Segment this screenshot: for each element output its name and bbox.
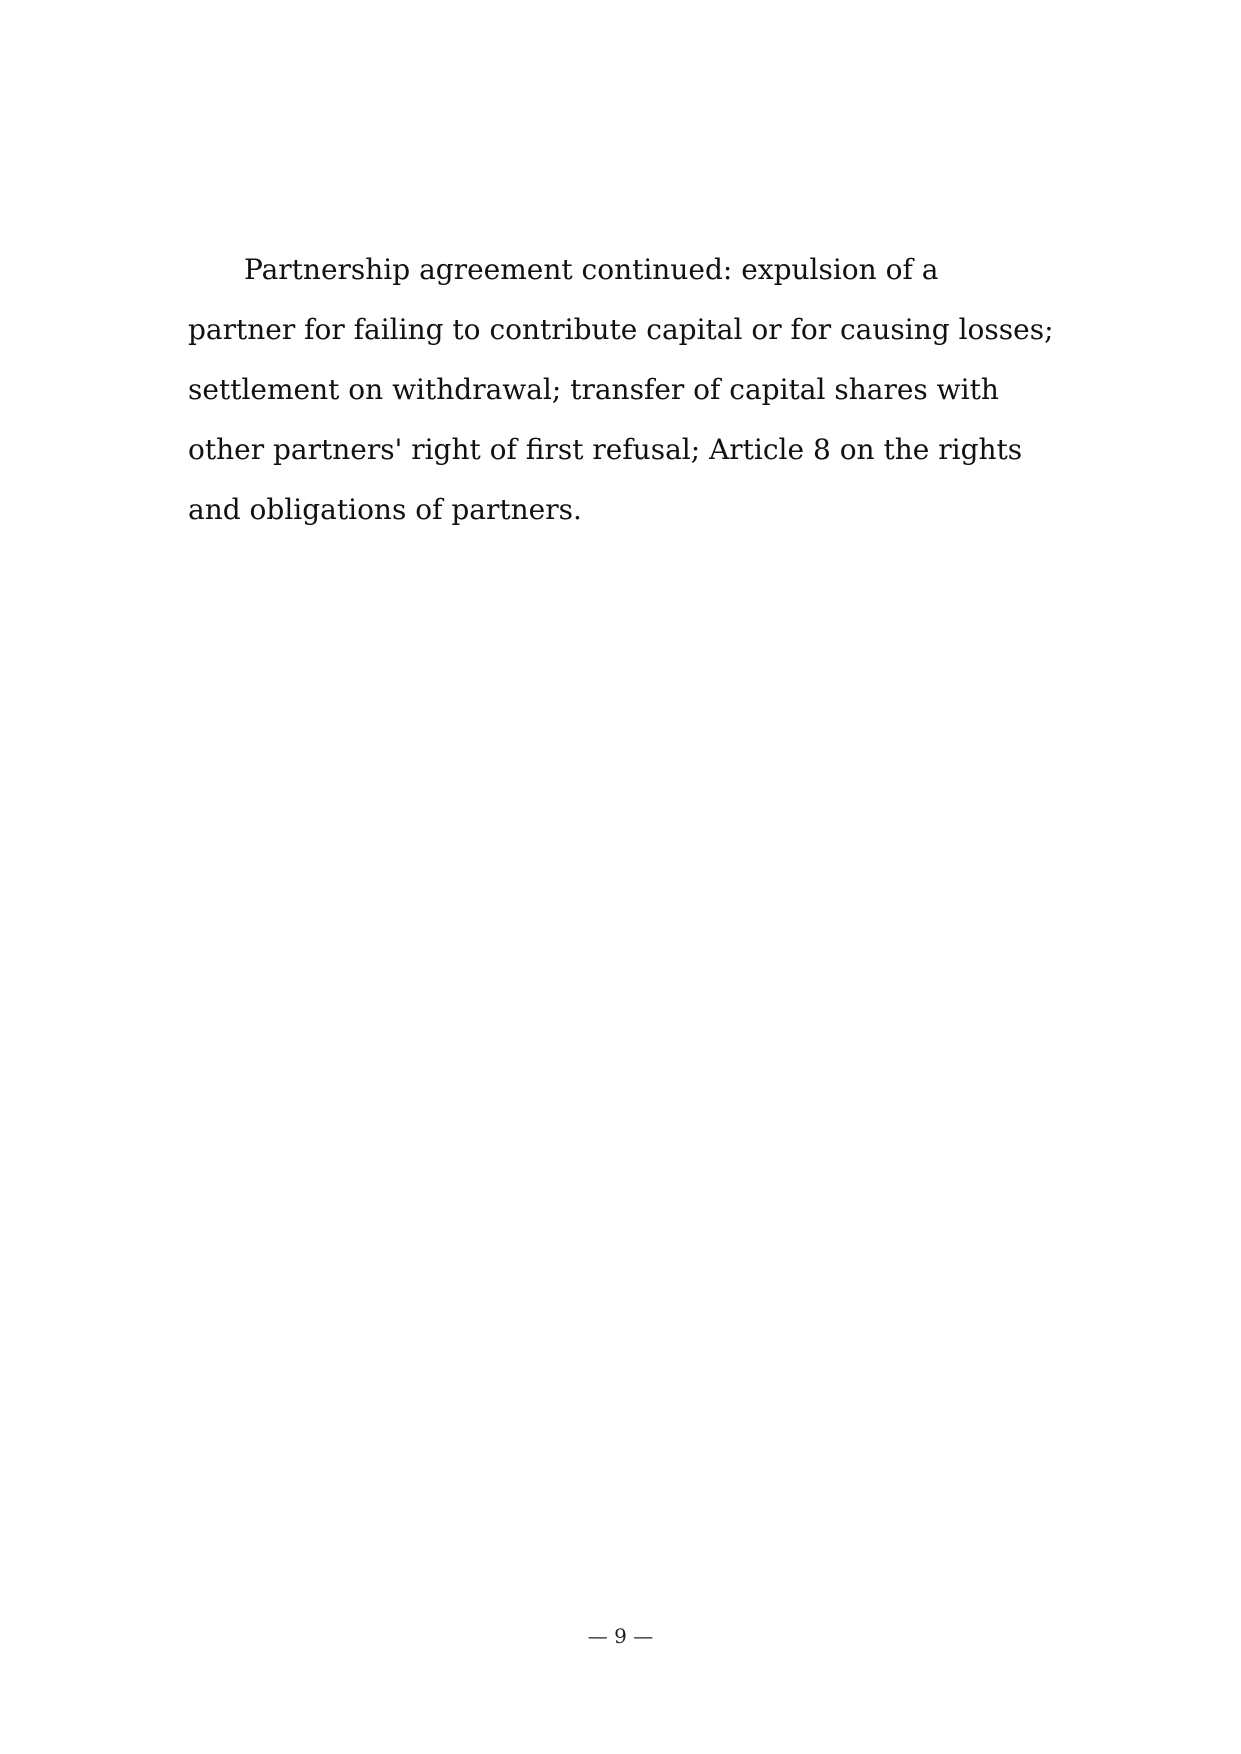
- document-body: [188, 240, 1054, 540]
- page-number: — 9 —: [587, 1624, 654, 1648]
- body-summary: Partnership agreement continued: expulsion of a partner for failing to contribute capital or for causing losses; settlement on withdrawal; transfer of capital shares with other partners' right of first refusal; Article 8 on the rights and obligations of partners.: [188, 253, 1054, 526]
